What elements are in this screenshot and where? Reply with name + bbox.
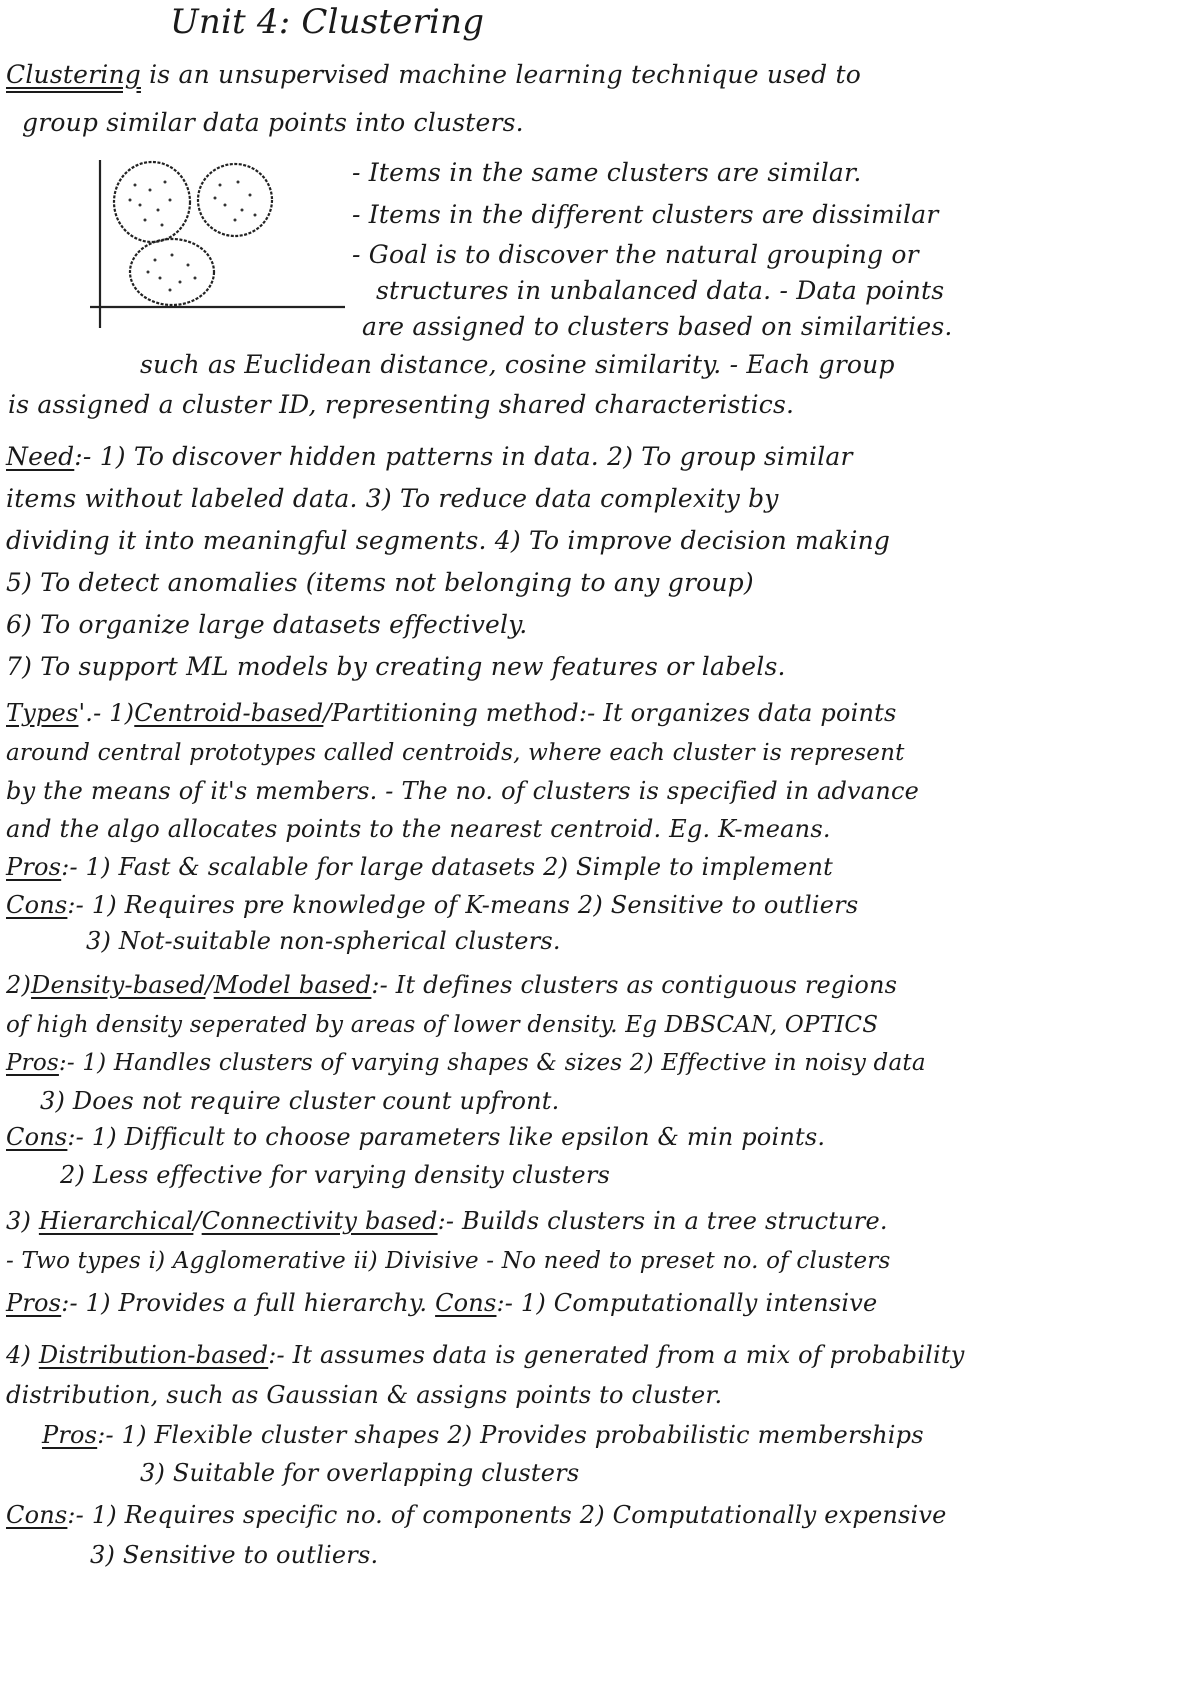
sketch-cluster-2	[198, 164, 272, 236]
need-line: Need:- 1) To discover hidden patterns in data. 2) To group similar	[6, 442, 853, 471]
cons-line: Cons:- 1) Difficult to choose parameters like epsilon & min points.	[6, 1123, 826, 1151]
pros-label: Pros	[6, 853, 62, 881]
pros-line: Pros:- 1) Fast & scalable for large datasets 2) Simple to implement	[6, 853, 833, 881]
pros-cons-line: Pros:- 1) Provides a full hierarchy. Cons:- 1) Computationally intensive	[6, 1289, 878, 1317]
cons-line: Cons:- 1) Requires pre knowledge of K-means 2) Sensitive to outliers	[6, 891, 859, 919]
pros-line: Pros:- 1) Flexible cluster shapes 2) Provides probabilistic memberships	[42, 1421, 924, 1449]
intro-line-1: Clustering is an unsupervised machine learning technique used to	[6, 60, 862, 89]
intro-line: is assigned a cluster ID, representing shared characteristics.	[8, 390, 795, 419]
pros-label: Pros	[42, 1421, 98, 1449]
pros-line: 3) Suitable for overlapping clusters	[140, 1459, 580, 1487]
cluster-sketch	[90, 160, 350, 330]
cons-line: 3) Sensitive to outliers.	[90, 1541, 379, 1569]
cons-label: Cons	[6, 1123, 68, 1151]
hierarchical-line: - Two types i) Agglomerative ii) Divisive - No need to preset no. of clusters	[6, 1248, 891, 1274]
types-line: Types'.- 1)Centroid-based/Partitioning method:- It organizes data points	[6, 699, 897, 727]
density-line: of high density seperated by areas of lower density. Eg DBSCAN, OPTICS	[6, 1012, 879, 1038]
pros-label: Pros	[6, 1289, 62, 1317]
need-line: dividing it into meaningful segments. 4) To improve decision making	[6, 526, 891, 555]
distribution-based-label: Distribution-based	[38, 1341, 269, 1369]
types-heading: Types	[6, 699, 79, 727]
intro-bullet: - Goal is to discover the natural grouping or	[352, 240, 919, 269]
pros-line: Pros:- 1) Handles clusters of varying shapes & sizes 2) Effective in noisy data	[6, 1050, 926, 1076]
sketch-cluster-1	[114, 162, 190, 242]
density-line: 2)Density-based/Model based:- It defines clusters as contiguous regions	[6, 971, 898, 999]
types-line: around central prototypes called centroids, where each cluster is represent	[6, 740, 905, 766]
cons-label: Cons	[6, 1501, 68, 1529]
intro-bullet: - Items in the same clusters are similar.	[352, 158, 862, 187]
need-line: items without labeled data. 3) To reduce data complexity by	[6, 484, 779, 513]
hierarchical-label: Hierarchical	[38, 1207, 194, 1235]
types-line: and the algo allocates points to the nearest centroid. Eg. K-means.	[6, 815, 831, 843]
need-heading: Need	[6, 442, 75, 471]
clustering-term: Clustering	[6, 60, 141, 89]
intro-line: such as Euclidean distance, cosine similarity. - Each group	[140, 350, 895, 379]
cons-line: 3) Not-suitable non-spherical clusters.	[86, 927, 561, 955]
need-line: 6) To organize large datasets effectively.	[6, 610, 528, 639]
density-based-label: Density-based	[31, 971, 206, 999]
pros-line: 3) Does not require cluster count upfront.	[40, 1087, 560, 1115]
types-line: by the means of it's members. - The no. of clusters is specified in advance	[6, 777, 919, 805]
cons-label: Cons	[6, 891, 68, 919]
cons-label: Cons	[435, 1289, 497, 1317]
cons-line: 2) Less effective for varying density clusters	[60, 1161, 611, 1189]
centroid-based-label: Centroid-based	[134, 699, 324, 727]
model-based-label: Model based	[213, 971, 372, 999]
distribution-line: distribution, such as Gaussian & assigns points to cluster.	[6, 1381, 723, 1409]
need-line: 5) To detect anomalies (items not belonging to any group)	[6, 568, 754, 597]
cons-line: Cons:- 1) Requires specific no. of components 2) Computationally expensive	[6, 1501, 947, 1529]
intro-bullet: structures in unbalanced data. - Data points	[376, 276, 945, 305]
hierarchical-line: 3) Hierarchical/Connectivity based:- Builds clusters in a tree structure.	[6, 1207, 888, 1235]
page-title: Unit 4: Clustering	[170, 2, 485, 42]
distribution-line: 4) Distribution-based:- It assumes data is generated from a mix of probability	[6, 1341, 965, 1369]
pros-label: Pros	[6, 1050, 59, 1076]
intro-bullet: - Items in the different clusters are dissimilar	[352, 200, 939, 229]
intro-line-2: group similar data points into clusters.	[22, 108, 524, 137]
sketch-cluster-3	[130, 239, 214, 305]
connectivity-based-label: Connectivity based	[201, 1207, 438, 1235]
intro-bullet: are assigned to clusters based on similarities.	[362, 312, 953, 341]
need-line: 7) To support ML models by creating new features or labels.	[6, 652, 786, 681]
